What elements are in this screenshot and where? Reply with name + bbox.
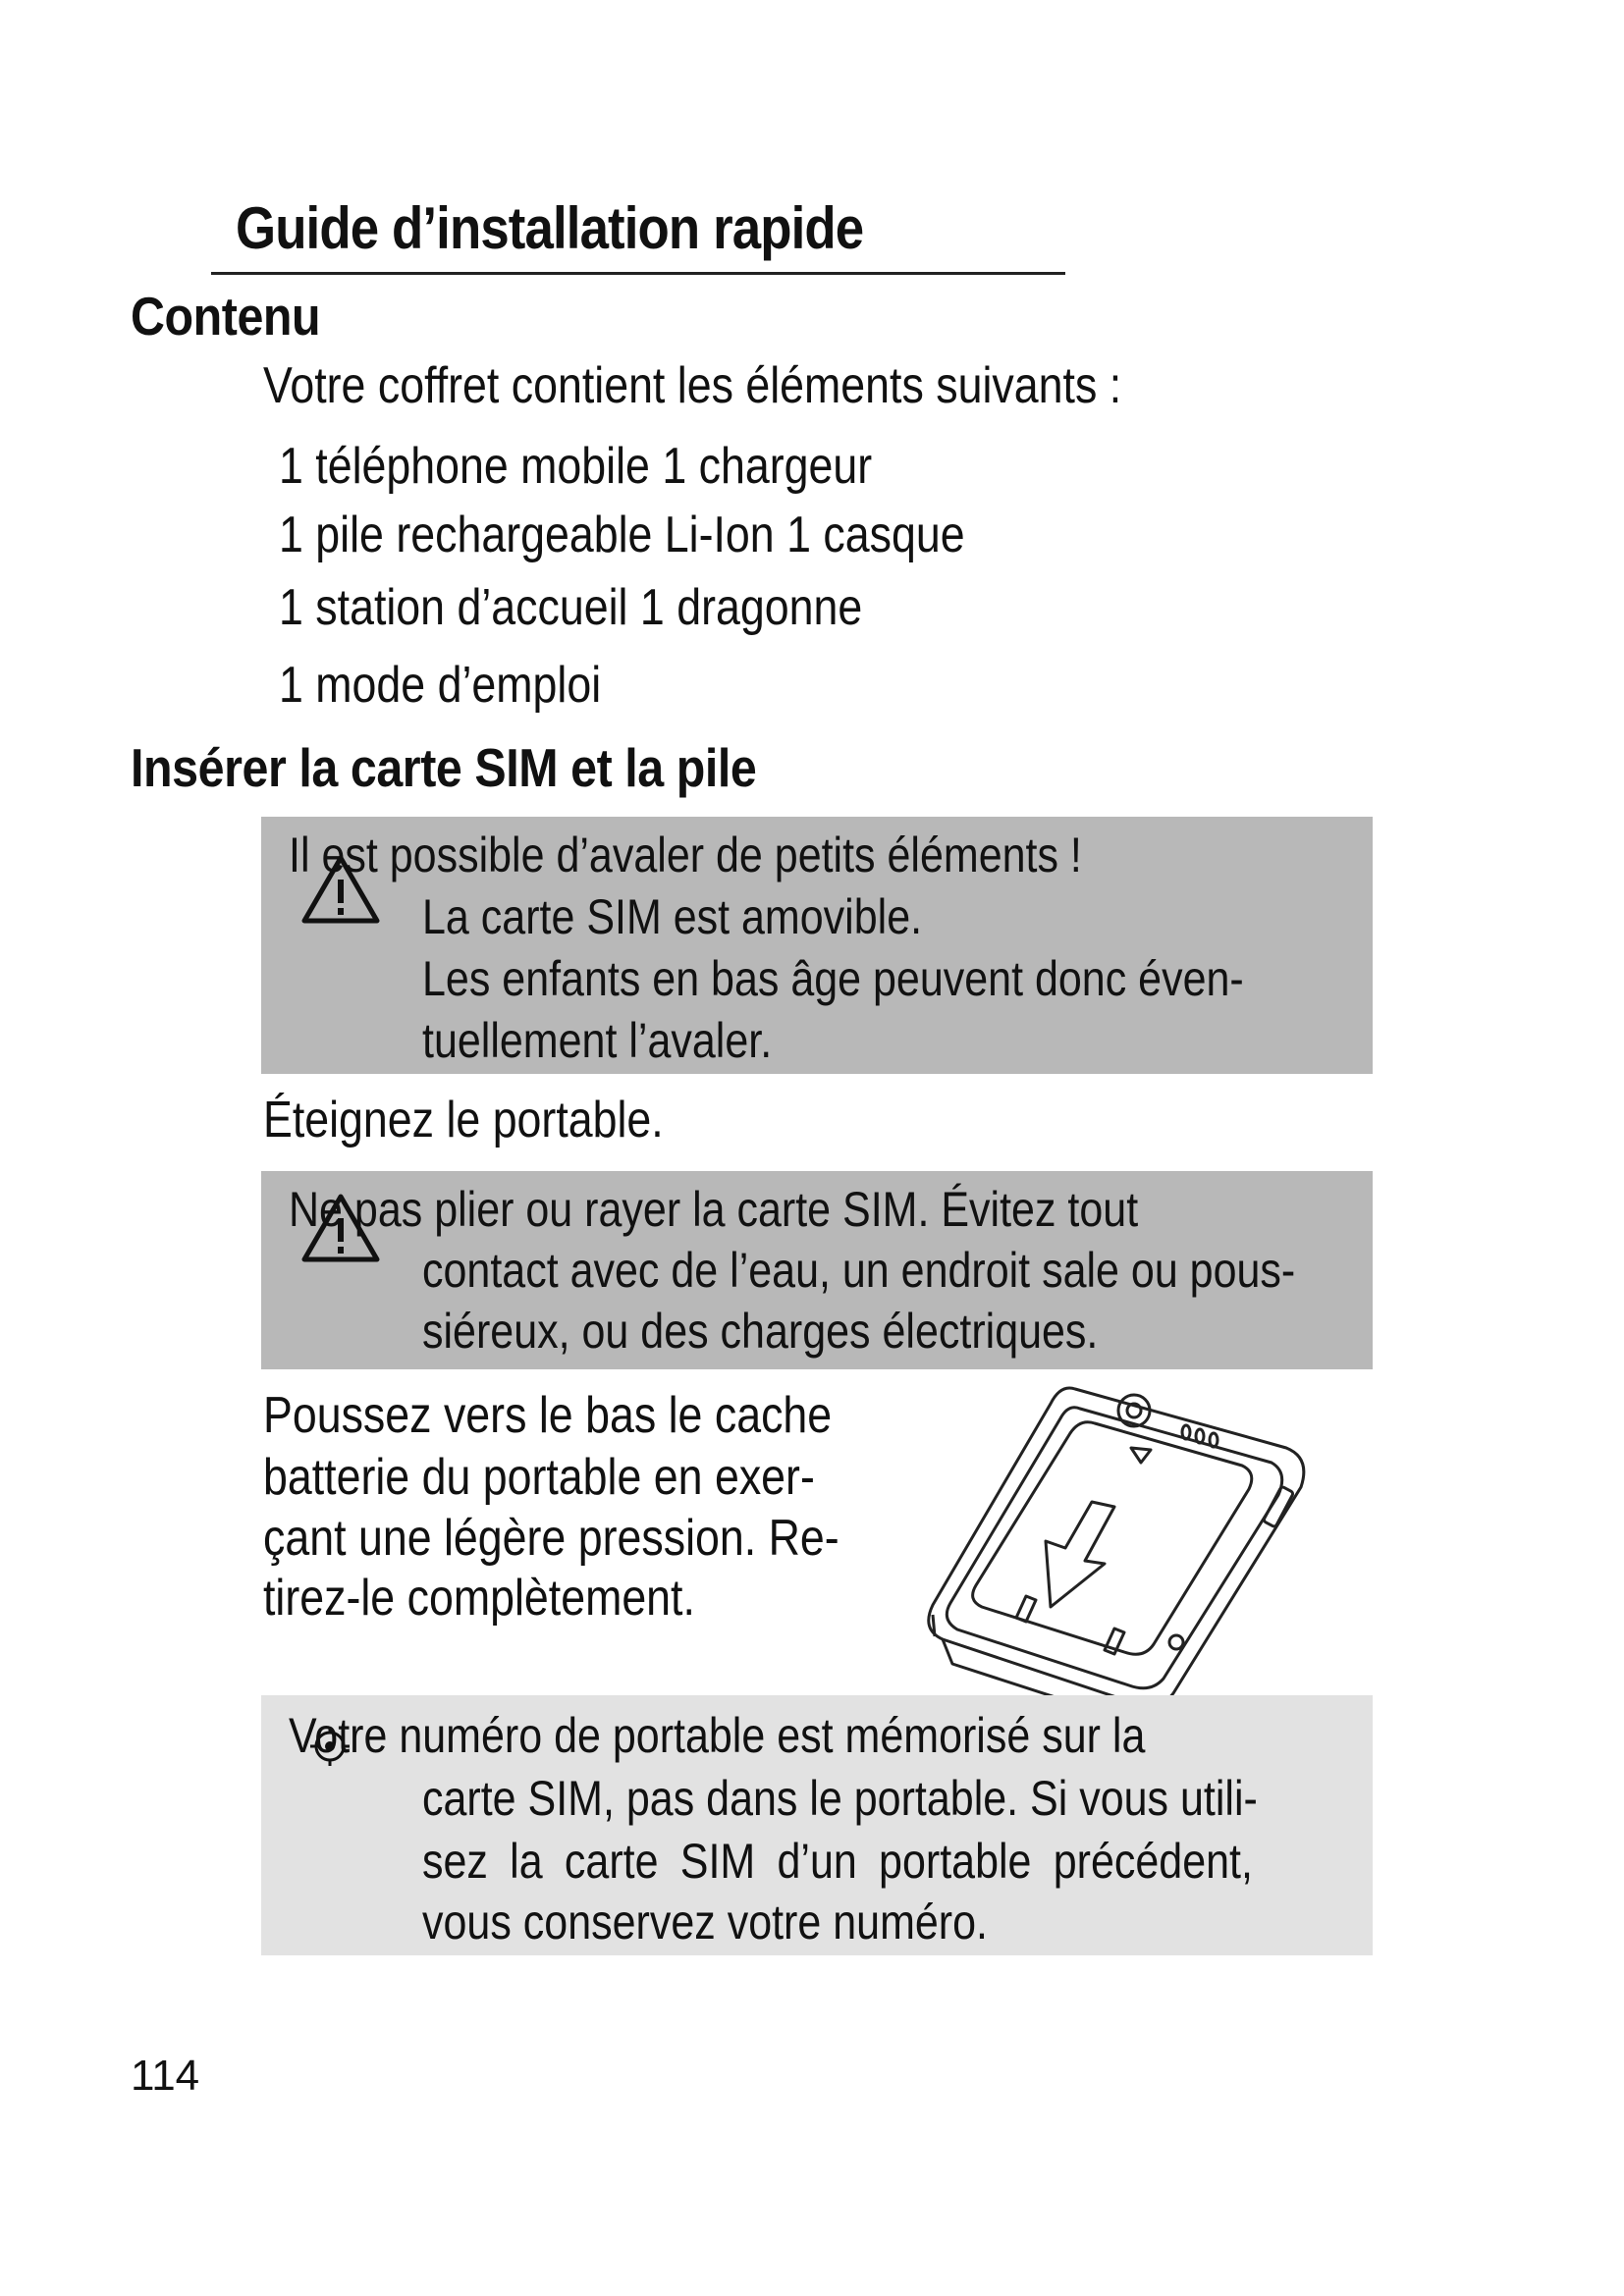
heading-contenu: Contenu [131,286,321,347]
warning-line: La carte SIM est amovible. [422,889,923,944]
warning-line: tuellement l’avaler. [422,1013,773,1068]
title-underline [211,272,1065,275]
tip-line: sez la carte SIM d’un portable précédent, [422,1834,1253,1889]
contents-item: 1 mode d’emploi [279,657,602,714]
step-switch-off: Éteignez le portable. [263,1092,664,1148]
page-number: 114 [131,2052,200,2100]
warning-line: Les enfants en bas âge peuvent donc éven- [422,951,1244,1006]
warning-line: Il est possible d’avaler de petits éléments ! [289,828,1082,882]
warning-box-sim-care [261,1171,1373,1369]
warning-line: Ne pas plier ou rayer la carte SIM. Évitez tout [289,1182,1139,1237]
step-battery-cover-line: tirez-le complètement. [263,1570,695,1627]
warning-line: siéreux, ou des charges électriques. [422,1304,1099,1359]
contents-item: 1 pile rechargeable Li-Ion 1 casque [279,507,965,563]
tip-box-sim-number [261,1695,1373,1955]
step-battery-cover-line: Poussez vers le bas le cache [263,1387,833,1444]
page-title: Guide d’installation rapide [236,195,864,261]
warning-box-swallow [261,817,1373,1074]
contents-item: 1 station d’accueil 1 dragonne [279,579,863,636]
heading-inserer-sim: Insérer la carte SIM et la pile [131,737,757,798]
phone-battery-cover-illustration [923,1379,1326,1708]
tip-line: Votre numéro de portable est mémorisé sur la [289,1708,1146,1763]
tip-line: carte SIM, pas dans le portable. Si vous utili- [422,1771,1258,1826]
tip-line: vous conservez votre numéro. [422,1895,988,1949]
contents-item: 1 téléphone mobile 1 chargeur [279,438,873,495]
warning-line: contact avec de l’eau, un endroit sale ou pous- [422,1243,1296,1298]
step-battery-cover-line: çant une légère pression. Re- [263,1510,839,1567]
contents-intro: Votre coffret contient les éléments suivants : [263,357,1122,414]
step-battery-cover-line: batterie du portable en exer- [263,1449,815,1506]
